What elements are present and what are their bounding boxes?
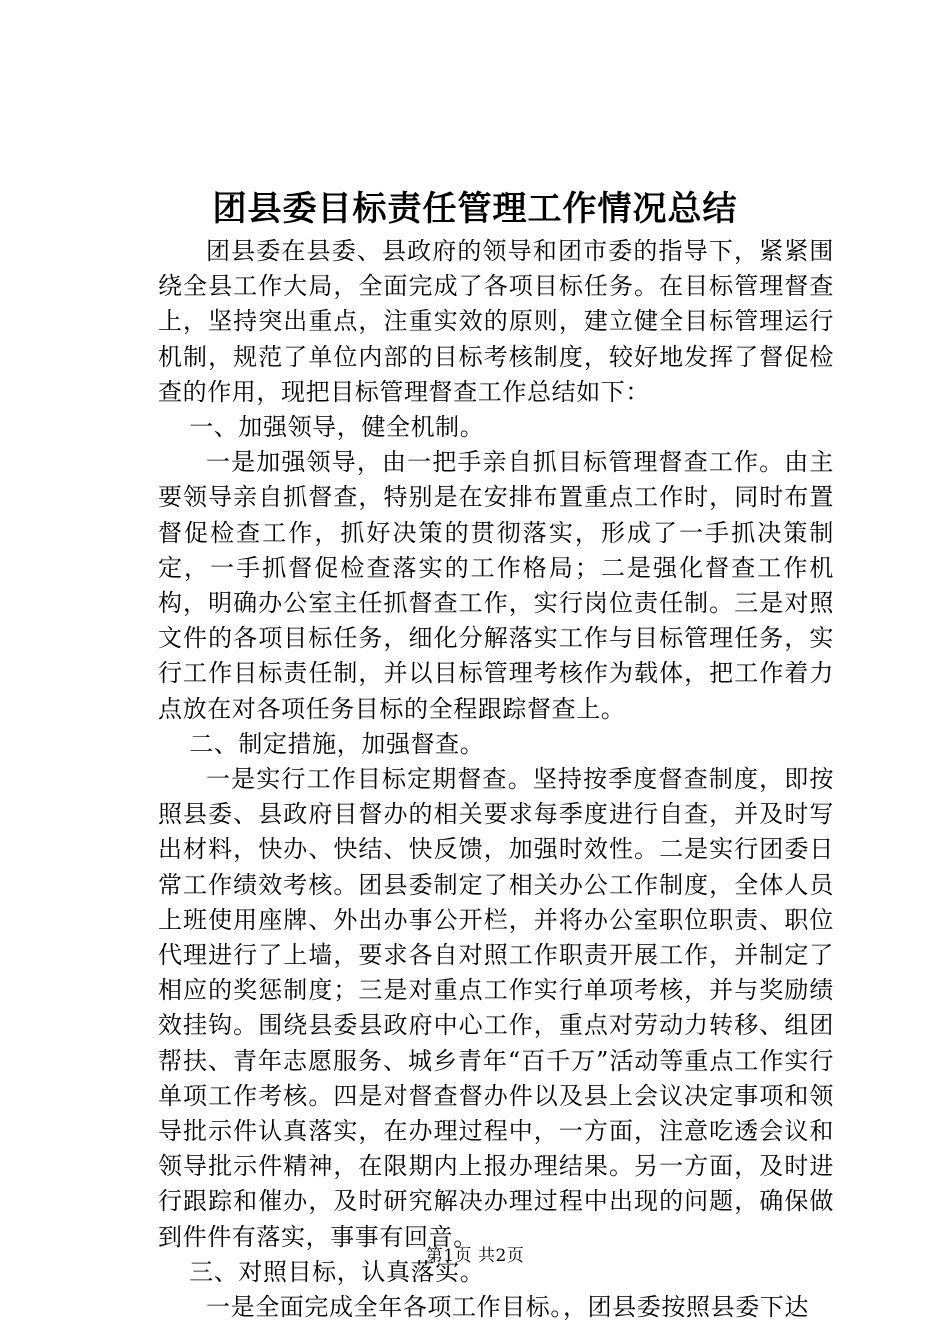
section-2-paragraph: 一是实行工作目标定期督查。坚持按季度督查制度，即按照县委、县政府目督办的相关要求每季度进行自查，并及时写出材料，快办、快结、快反馈，加强时效性。二是实行团委日常工作绩效考核。团县委制定了相关办公工作制度，全体人员上班使用座牌、外出办事公开栏，并将办公室职位职责、职位代理进行了上墙，要求各自对照工作职责开展工作，并制定了相应的奖惩制度；三是对重点工作实行单项考核，并与奖励绩效挂钩。围绕县委县政府中心工作，重点对劳动力转移、组团帮扶、青年志愿服务、城乡青年“百千万”活动等重点工作实行单项工作考核。四是对督查督办件以及县上会议决定事项和领导批示件认真落实，在办理过程中，一方面，注意吃透会议和领导批示件精神，在限期内上报办理结果。另一方面，及时进行跟踪和催办，及时研究解决办理过程中出现的问题，确保做到件件有落实，事事有回音。 bbox=[158, 765, 834, 1251]
page-number-footer: 第1页 共2页 bbox=[425, 1246, 525, 1266]
section-3-paragraph: 一是全面完成全年各项工作目标。，团县委按照县委下达 bbox=[206, 1293, 809, 1322]
document-title: 团县委目标责任管理工作情况总结 bbox=[212, 189, 738, 229]
intro-paragraph: 团县委在县委、县政府的领导和团市委的指导下，紧紧围绕全县工作大局，全面完成了各项目标任务。在目标管理督查上，坚持突出重点，注重实效的原则，建立健全目标管理运行机制，规范了单位内部的目标考核制度，较好地发挥了督促检查的作用，现把目标管理督查工作总结如下： bbox=[158, 237, 834, 406]
section-heading-2: 二、制定措施，加强督查。 bbox=[189, 729, 485, 758]
document-body bbox=[158, 234, 834, 1325]
section-1-paragraph: 一是加强领导，由一把手亲自抓目标管理督查工作。由主要领导亲自抓督查，特别是在安排布置重点工作时，同时布置督促检查工作，抓好决策的贯彻落实，形成了一手抓决策制定，一手抓督促检查落实的工作格局；二是强化督查工作机构，明确办公室主任抓督查工作，实行岗位责任制。三是对照文件的各项目标任务，细化分解落实工作与目标管理任务，实行工作目标责任制，并以目标管理考核作为载体，把工作着力点放在对各项任务目标的全程跟踪督查上。 bbox=[158, 448, 834, 723]
section-heading-3: 三、对照目标，认真落实。 bbox=[189, 1257, 485, 1286]
section-heading-1: 一、加强领导，健全机制。 bbox=[189, 413, 485, 442]
